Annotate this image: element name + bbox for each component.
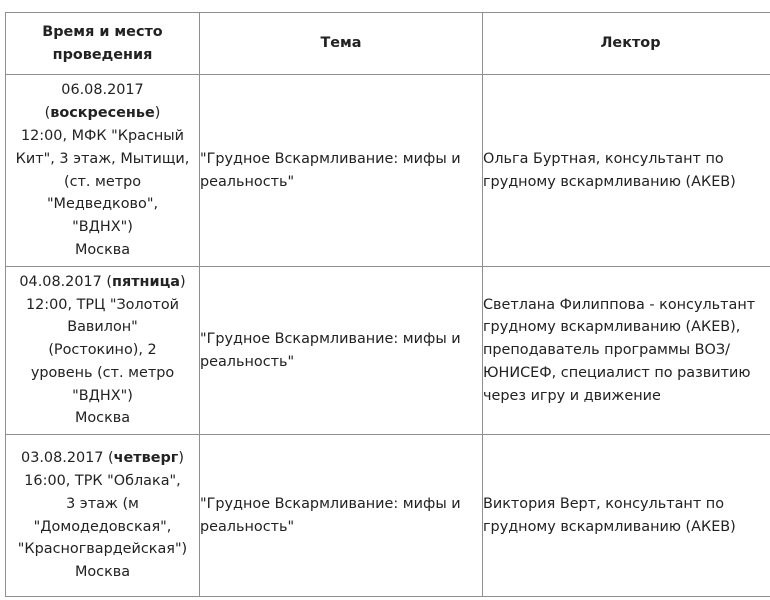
lecturer-cell (483, 267, 770, 435)
lecture-schedule-table (5, 12, 770, 597)
lecturer-line: грудному вскармливанию (АКЕВ) (483, 173, 736, 190)
event-day-line: (воскресенье) (44, 105, 161, 122)
header-lecturer: Лектор (483, 13, 770, 75)
place-line: Вавилон" (67, 319, 138, 336)
lecturer-cell (483, 435, 770, 597)
header-when-place: Время и место проведения (6, 13, 200, 75)
lecturer-line: Светлана Филиппова - консультант (483, 296, 756, 313)
place-line: Москва (74, 241, 131, 258)
event-date-day-line: 03.08.2017 (четверг) (21, 450, 184, 467)
table-row (6, 435, 770, 597)
place-line: 3 этаж (м (66, 495, 139, 512)
topic-cell: "Грудное Вскармливание: мифы и реальность" (200, 435, 483, 597)
place-line: "Красногвардейская") (17, 541, 188, 558)
when-place-cell (6, 75, 200, 267)
event-day: четверг (113, 450, 179, 467)
event-date: 04.08.2017 (19, 273, 102, 290)
table-row (6, 267, 770, 435)
lecturer-line: Ольга Буртная, консультант по (483, 150, 724, 167)
place-line: 12:00, ТРЦ "Золотой (25, 296, 180, 313)
when-place-cell (6, 267, 200, 435)
lecturer-line: грудному вскармливанию (АКЕВ), (483, 319, 741, 336)
table-row (6, 75, 770, 267)
event-day: пятница (112, 273, 180, 290)
lecturer-line: через игру и движение (483, 387, 661, 404)
topic-cell: "Грудное Вскармливание: мифы и реальность" (200, 267, 483, 435)
place-line: Москва (74, 564, 131, 581)
place-line: 12:00, МФК "Красный (20, 127, 185, 144)
table-header-row (6, 13, 770, 75)
lecturer-line: преподаватель программы ВОЗ/ (483, 342, 730, 359)
when-place-cell (6, 435, 200, 597)
lecturer-line: грудному вскармливанию (АКЕВ) (483, 518, 736, 535)
header-topic: Тема (200, 13, 483, 75)
place-line: "Медведково", (46, 196, 159, 213)
event-date: 03.08.2017 (21, 450, 104, 467)
place-line: "Домодедовская", (33, 518, 172, 535)
event-day: воскресенье (50, 105, 155, 122)
place-line: "ВДНХ") (72, 387, 133, 404)
place-line: (ст. метро (63, 173, 142, 190)
event-date-day-line: 04.08.2017 (пятница) (19, 273, 186, 290)
lecturer-line: Виктория Верт, консультант по (483, 495, 725, 512)
event-date: 06.08.2017 (61, 82, 144, 99)
place-line: Москва (74, 410, 131, 427)
place-line: Кит", 3 этаж, Мытищи, (15, 150, 190, 167)
place-line: уровень (ст. метро (30, 364, 175, 381)
place-line: "ВДНХ") (72, 219, 133, 236)
place-line: (Ростокино), 2 (48, 342, 157, 359)
topic-cell: "Грудное Вскармливание: мифы и реальность" (200, 75, 483, 267)
lecturer-line: ЮНИСЕФ, специалист по развитию (483, 364, 751, 381)
lecturer-cell (483, 75, 770, 267)
place-line: 16:00, ТРК "Облака", (24, 472, 181, 489)
